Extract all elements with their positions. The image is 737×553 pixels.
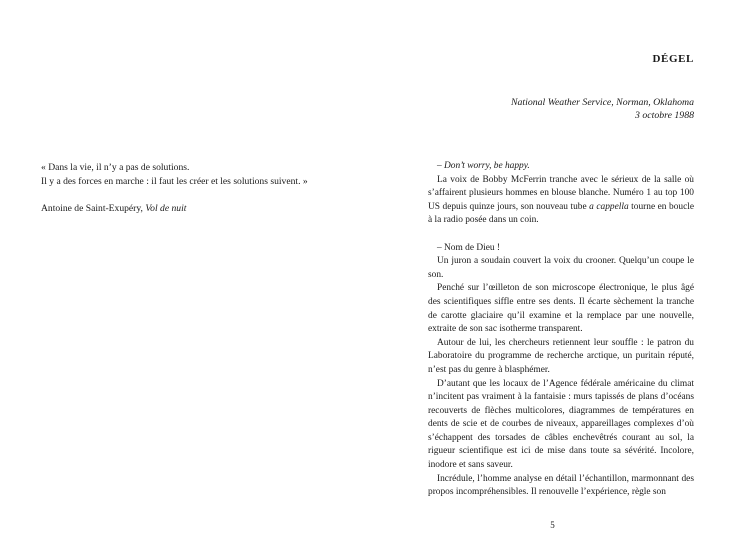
- dateline-place: National Weather Service, Norman, Oklahoma: [510, 97, 694, 108]
- paragraph-2-text-a: La voix de Bobby McFerrin tranche avec le sérieux de la salle où s’affairent plusieurs hommes en blouse blanche. Numéro 1 au top 100 US depuis quinze jours, son nouveau tube: [428, 174, 694, 212]
- paragraph-1: [428, 160, 694, 174]
- paragraph-2: [428, 174, 694, 228]
- dialogue-song-lyric: – Don’t worry, be happy.: [437, 161, 530, 171]
- dateline: [511, 96, 694, 123]
- epigraph-author: Antoine de Saint-Exupéry,: [41, 203, 146, 215]
- epigraph: [41, 161, 341, 216]
- paragraph-2-text-b: tourne en boucle à la radio posée dans un coin.: [428, 201, 694, 226]
- paragraph-2-emphasis: a cappella: [589, 201, 629, 212]
- epigraph-work-title: Vol de nuit: [145, 203, 187, 215]
- epigraph-line-2: Il y a des forces en marche : il faut les créer et les solutions suivent. »: [41, 175, 308, 187]
- left-page: [0, 0, 368, 553]
- dateline-date: 3 octobre 1988: [635, 110, 694, 122]
- paragraph-5: Penché sur l’œilleton de son microscope électronique, le plus âgé des scientifiques siffle entre ses dents. Il écarte sèchement la tranche de carotte glaciaire qu’il examine et la remplace par une nouvelle, extraite de son sac isotherme transparent.: [428, 283, 694, 335]
- epigraph-line-1: « Dans la vie, il n’y a pas de solutions.: [41, 162, 190, 173]
- paragraph-8: Incrédule, l’homme analyse en détail l’échantillon, marmonnant des propos incompréhensibles. Il renouvelle l’expérience, règle son: [428, 473, 694, 498]
- paragraph-6: Autour de lui, les chercheurs retiennent leur souffle : le patron du Laboratoire du programme de recherche arctique, un puritain réputé, n’est pas du genre à blasphémer.: [428, 337, 694, 375]
- paragraph-3: – Nom de Dieu !: [437, 242, 501, 253]
- right-page: [368, 0, 737, 553]
- chapter-title: DÉGEL: [652, 53, 694, 65]
- body-text: [428, 160, 694, 500]
- paragraph-4: Un juron a soudain couvert la voix du crooner. Quelqu’un coupe le son.: [428, 256, 694, 280]
- epigraph-attribution: [41, 202, 341, 216]
- paragraph-7: D’autant que les locaux de l’Agence fédérale américaine du climat n’incitent pas vraiment à la fantaisie : murs tapissés de plans d’océans recouverts de flèches multicolores, diagrammes de températures en dents de scie et de courbes de niveaux, appareillages complexes d’où s’échappent des torsades de câbles enchevêtrés courant au sol, la rigueur scientifique est ici de mise dans toute sa sévérité. Incolore, inodore et sans saveur.: [428, 378, 694, 471]
- page-number: 5: [550, 520, 555, 530]
